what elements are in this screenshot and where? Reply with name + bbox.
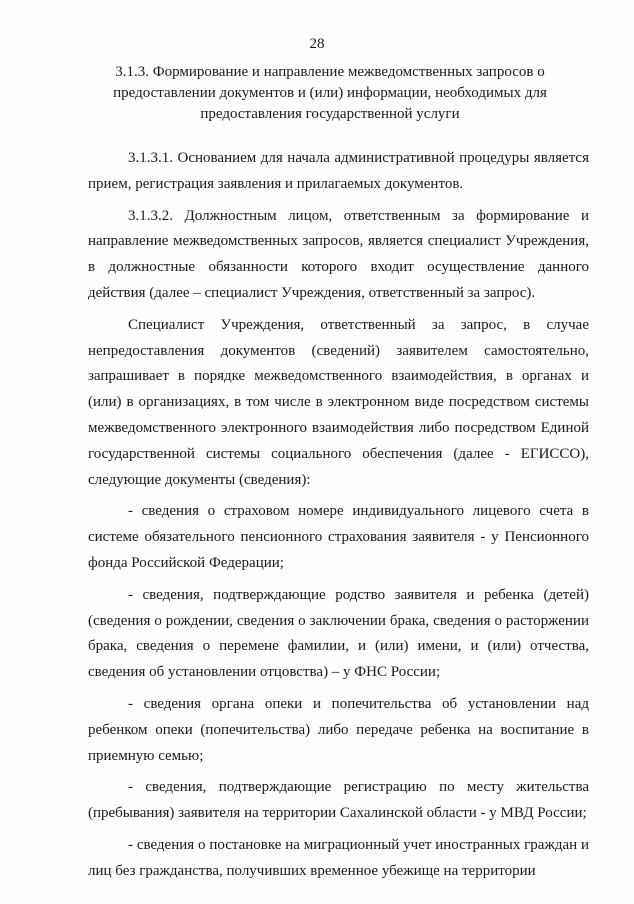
page-number: 28: [309, 36, 325, 52]
section-heading: 3.1.3. Формирование и направление межведомственных запросов о предоставлении документов и (или) информации, необходимых для предоставления государственной услуги: [113, 64, 547, 122]
document-body: [88, 146, 589, 885]
paragraph-3-1-3-1: 3.1.3.1. Основанием для начала административной процедуры является прием, регистрация заявления и прилагаемых документов.: [88, 150, 589, 192]
list-item-migration: - сведения о постановке на миграционный учет иностранных граждан и лиц без гражданства, получивших временное убежище на территории: [88, 836, 589, 879]
list-item-kinship: - сведения, подтверждающие родство заявителя и ребенка (детей) (сведения о рождении, сведения о заключении брака, сведения о расторжении брака, сведения о перемене фамилии, и (или) имени, и (или) отчества, сведения об установлении отцовства) – у ФНС России;: [88, 586, 589, 681]
list-item-guardianship: - сведения органа опеки и попечительства об установлении над ребенком опеки (попечительства) либо передаче ребенка на воспитание в приемную семью;: [88, 695, 589, 764]
paragraph-3-1-3-2: 3.1.3.2. Должностным лицом, ответственным за формирование и направление межведомственных запросов, является специалист Учреждения, в должностные обязанности которого входит осуществление данного действия (далее – специалист Учреждения, ответственный за запрос).: [88, 207, 589, 301]
list-item-pension-fund: - сведения о страховом номере индивидуального лицевого счета в системе обязательного пенсионного страхования заявителя - у Пенсионного фонда Российской Федерации;: [88, 503, 589, 571]
paragraph-specialist-request: Специалист Учреждения, ответственный за запрос, в случае непредоставления документов (сведений) заявителем самостоятельно, запрашивает в порядке межведомственного взаимодействия, в органах и (или) в организациях, в том числе в электронном виде посредством системы межведомственного электронного взаимодействия либо посредством Единой государственной системы социального обеспечения (далее - ЕГИССО), следующие документы (сведения):: [88, 316, 589, 488]
list-item-registration: - сведения, подтверждающие регистрацию по месту жительства (пребывания) заявителя на территории Сахалинской области - у МВД России;: [88, 779, 589, 822]
